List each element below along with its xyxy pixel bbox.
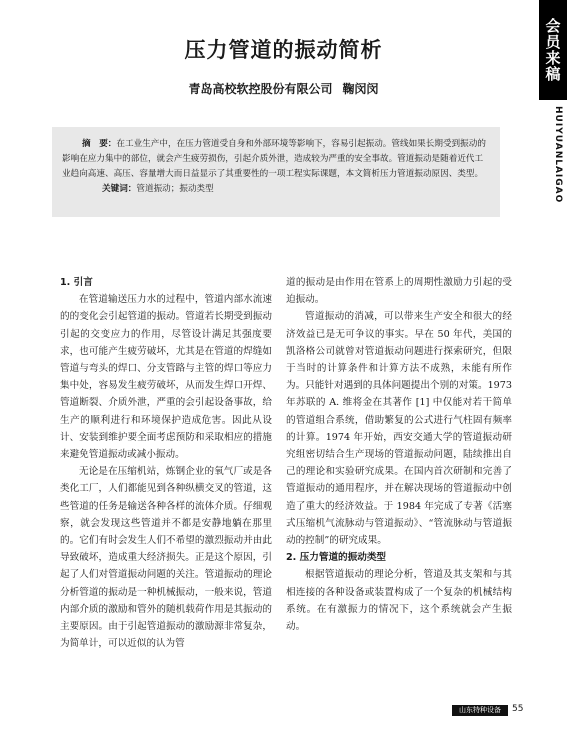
abstract-paragraph [62, 137, 490, 182]
abstract-text: 在工业生产中，在压力管道受自身和外部环境等影响下，容易引起振动。管线如果长期受到振动的影响在应力集中的部位，就会产生疲劳损伤，引起介质外泄，造成较为严重的安全事故。管道振动是随着近代工业趋向高速、高压、容量增大而日益显示了其重要性的一项工程实际课题，本文简析压力管道振动原因、类型。 [62, 139, 486, 179]
keywords-label: 关键词： [102, 184, 137, 194]
article-title: 压力管道的振动简析 [184, 37, 383, 62]
abstract-label: 摘 要： [82, 139, 117, 149]
author-name: 鞠闵闵 [342, 82, 379, 96]
left-column [60, 274, 272, 652]
page-number: 55 [512, 704, 524, 714]
keywords-text: 管道振动；振动类型 [136, 184, 214, 194]
journal-badge: 山东特种设备 [452, 705, 508, 716]
body-paragraph: 在管道输送压力水的过程中，管道内部水流速的的变化会引起管道的振动。管道若长期受到振动引起的交变应力的作用，尽管设计满足其强度要求，也可能产生疲劳破坏，尤其是在管道的焊缝如管道与弯头的焊口、分支管路与主管的焊口等应力集中处，容易发生疲劳破坏，从而发生焊口开焊、管道断裂、介质外泄，严重的会引起设备事故，给生产的顺利进行和环境保护造成危害。因此从设计、安装到维护要全面考虑预防和采取相应的措施来避免管道振动或减小振动。 [60, 294, 272, 461]
section-heading-types: 2. 压力管道的振动类型 [286, 552, 387, 564]
body-paragraph: 管道振动的消减，可以带来生产安全和很大的经济效益已是无可争议的事实。早在 50 年代，美国的凯洛格公司就曾对管道振动问题进行探索研究，但限于当时的计算条件和计算方法不成熟，未能有所作为。只能针对遇到的具体问题提出个别的对策。1973 年苏联的 A. 维将金在其著作 [1] 中仅能对若干简单的管道组合系统，借助繁复的公式进行气柱固有频率的计算。1974 年开始，西安交通大学的管道振动研究组密切结合生产现场的管道振动问题，陆续推出自己的理论和实验研究成果。在国内首次研制和完善了管道振动的通用程序，并在解决现场的管道振动中创造了重大的经济效益。于 1984 年完成了专著《活塞式压缩机气流脉动与管道振动》、“管流脉动与管道振动的控制”的研究成果。 [286, 311, 512, 547]
abstract-box [52, 127, 500, 217]
section-tab-label: 会员来稿 [543, 18, 562, 82]
body-paragraph: 根据管道振动的理论分析，管道及其支架和与其相连接的各种设备或装置构成了一个复杂的机械结构系统。在有激振力的情况下，这个系统就会产生振动。 [286, 569, 512, 633]
body-paragraph: 无论是在压缩机站，炼钢企业的氧气厂或是各类化工厂，人们都能见到各种纵横交叉的管道，这些管道的任务是输送各种各样的流体介质。仔细观察，就会发现这些管道并不都是安静地躺在那里的。它们有时会发生人们不希望的激烈振动并由此导致破坏，造成重大经济损失。正是这个原因，引起了人们对管道振动问题的关注。管道振动的理论分析管道的振动是一种机械振动，一般来说，管道内部介质的激励和管外的随机载荷作用是其振动的主要原因。由于引起管道振动的激励源非常复杂，为简单计，可以近似的认为管 [60, 466, 272, 650]
section-heading-intro: 1. 引言 [60, 277, 93, 288]
author-affiliation: 青岛高校软控股份有限公司 [188, 82, 333, 96]
section-tab-pinyin: HUIYUANLAIGAO [553, 106, 563, 204]
body-paragraph: 道的振动是由作用在管系上的周期性激励力引起的受迫振动。 [286, 277, 512, 306]
keywords-line [62, 182, 490, 197]
right-column [286, 274, 512, 635]
byline [0, 80, 567, 97]
